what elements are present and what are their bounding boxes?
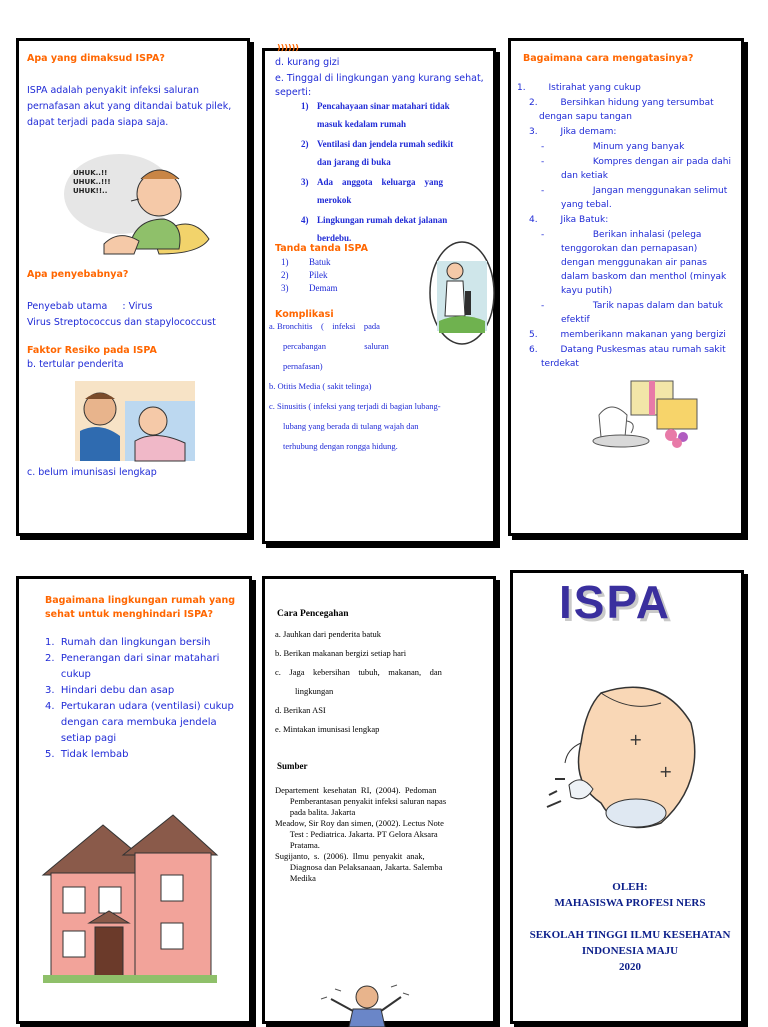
panel-healthy-home — [16, 576, 252, 1024]
svg-text:+: + — [659, 762, 673, 781]
list-item — [301, 177, 501, 215]
heading-how-to-treat: Bagaimana cara mengatasinya? — [523, 53, 694, 64]
cause-line-2: Virus Streptococcus dan stapylococcust — [27, 317, 216, 328]
list-text: Lingkungan rumah dekat jalanan — [317, 215, 448, 225]
home-line: 5. Tidak lembab — [45, 749, 129, 760]
treatment-line: 3. Jika demam: — [529, 127, 617, 137]
treatment-line: 2. Bersihkan hidung yang tersumbat — [529, 98, 714, 108]
treatment-line: efektif — [561, 315, 590, 325]
complication-line: c. Sinusitis ( infeksi yang terjadi di bagian lubang- — [269, 401, 441, 411]
list-text: Ventilasi dan jendela rumah sedikit — [317, 139, 454, 149]
heading-healthy-home-line-1: Bagaimana lingkungan rumah yang — [45, 595, 236, 606]
heading-sources: Sumber — [277, 761, 308, 771]
sign-number-3: 3) — [281, 283, 289, 293]
treatment-line: 5. memberikann makanan yang bergizi — [529, 330, 726, 340]
complication-line: lubang yang berada di tulang wajah dan — [283, 421, 419, 431]
treatment-line: - Tarik napas dalam dan batuk — [541, 301, 724, 311]
sign-text-3: Demam — [309, 283, 338, 293]
source-line: Departement kesehatan RI, (2004). Pedoman — [275, 785, 437, 795]
treatment-line: 1. Istirahat yang cukup — [517, 83, 641, 93]
cause-line-1: Penyebab utama : Virus — [27, 301, 153, 312]
list-text: merokok — [317, 195, 352, 205]
treatment-line: dengan sapu tangan — [539, 112, 632, 122]
svg-text:+: + — [629, 730, 643, 749]
prevention-item: d. Berikan ASI — [275, 705, 326, 715]
treatment-line: - Kompres dengan air pada dahi — [541, 157, 731, 167]
source-line: Meadow, Sir Roy dan simen, (2002). Lectus Note — [275, 818, 444, 828]
risk-factor-b: b. tertular penderita — [27, 359, 124, 370]
sign-text-2: Pilek — [309, 270, 328, 280]
treatment-line: tenggorokan dan pernapasan) — [561, 244, 698, 254]
definition-line-2: pernafasan akut yang ditandai batuk pilek, — [27, 101, 232, 112]
treatment-line: dan ketiak — [561, 171, 608, 181]
prevention-item: b. Berikan makanan bergizi setiap hari — [275, 648, 407, 658]
home-line: 2. Penerangan dari sinar matahari — [45, 653, 220, 664]
list-number: 4) — [301, 215, 309, 225]
risk-factor-e-line-1: e. Tinggal di lingkungan yang kurang sehat, — [275, 73, 484, 84]
home-line: 1. Rumah dan lingkungan bersih — [45, 637, 211, 648]
source-line: Pemberantasan penyakit infeksi saluran napas — [275, 796, 447, 806]
panel-causes-signs-complications — [262, 43, 496, 544]
sneezing-man-illustration — [315, 971, 415, 1027]
heading-what-is-ispa: Apa yang dimaksud ISPA? — [27, 53, 165, 64]
coughing-child-illustration — [59, 149, 219, 259]
author-name: MAHASISWA PROFESI NERS — [554, 897, 706, 909]
decorative-marks: )))))) — [277, 43, 299, 52]
list-number: 2) — [301, 139, 309, 149]
heading-risk-factors: Faktor Resiko pada ISPA — [27, 345, 157, 356]
heading-prevention: Cara Pencegahan — [277, 609, 349, 619]
school-name-line-2: INDONESIA MAJU — [581, 945, 679, 957]
home-line: dengan cara membuka jendela — [45, 717, 217, 728]
heading-cause: Apa penyebabnya? — [27, 269, 129, 280]
treatment-line: dengan menggunakan air panas — [561, 258, 707, 268]
list-number: 1) — [301, 101, 309, 111]
home-line: setiap pagi — [45, 733, 117, 744]
source-line: pada balita. Jakarta — [275, 807, 356, 817]
panel-cover — [510, 570, 744, 1024]
author-label: OLEH: — [612, 881, 648, 893]
source-line: Sugijanto, s. (2006). Ilmu penyakit anak, — [275, 851, 425, 861]
source-line: Medika — [275, 873, 316, 883]
sign-text-1: Batuk — [309, 257, 331, 267]
risk-factor-c: c. belum imunisasi lengkap — [27, 467, 157, 478]
complication-line: pernafasan) — [283, 361, 323, 371]
list-text: Pencahayaan sinar matahari tidak — [317, 101, 450, 111]
heading-signs: Tanda tanda ISPA — [275, 243, 369, 254]
sneezing-child-illustration — [541, 673, 731, 843]
risk-factor-d: d. kurang gizi — [275, 57, 340, 68]
treatment-line: 4. Jika Batuk: — [529, 215, 609, 225]
gift-and-teapot-illustration — [591, 371, 701, 451]
sick-person-in-bed-illustration — [429, 241, 495, 345]
sign-number-1: 1) — [281, 257, 289, 267]
house-illustration — [43, 815, 217, 983]
year: 2020 — [619, 961, 641, 973]
definition-line-1: ISPA adalah penyakit infeksi saluran — [27, 85, 200, 96]
definition-line-3: dapat terjadi pada siapa saja. — [27, 117, 169, 128]
treatment-line: dalam baskom dan menthol (minyak — [561, 272, 727, 282]
list-text: Ada anggota keluarga yang — [317, 177, 444, 187]
complication-line: a. Bronchitis ( infeksi pada — [269, 321, 380, 331]
panel-how-to-treat — [508, 38, 744, 536]
list-item — [301, 101, 501, 139]
complication-line: percabangan saluran — [283, 341, 389, 351]
sign-number-2: 2) — [281, 270, 289, 280]
home-line: 4. Pertukaran udara (ventilasi) cukup — [45, 701, 234, 712]
list-text: berdebu. — [317, 233, 352, 243]
heading-healthy-home-line-2: sehat untuk menghindari ISPA? — [45, 609, 214, 620]
prevention-item: c. Jaga kebersihan tubuh, makanan, dan — [275, 667, 442, 677]
treatment-line: kayu putih) — [561, 286, 613, 296]
cough-sound-3: UHUK!!.. — [73, 187, 108, 195]
list-number: 3) — [301, 177, 309, 187]
complication-line: terhubung dengan rongga hidung. — [283, 441, 398, 451]
list-text: dan jarang di buka — [317, 157, 391, 167]
environment-list — [301, 101, 501, 253]
treatment-line: 6. Datang Puskesmas atau rumah sakit — [529, 345, 726, 355]
sick-child-with-parent-illustration — [75, 381, 195, 461]
complication-line: b. Otitis Media ( sakit telinga) — [269, 381, 372, 391]
source-line: Diagnosa dan Pelaksanaan, Jakarta. Salemba — [275, 862, 443, 872]
cough-sound-1: UHUK..!! — [73, 169, 108, 177]
treatment-line: - Berikan inhalasi (pelega — [541, 230, 702, 240]
prevention-item: a. Jauhkan dari penderita batuk — [275, 629, 381, 639]
treatment-line: yang tebal. — [561, 200, 612, 210]
panel-prevention-sources — [262, 576, 496, 1024]
cough-sound-2: UHUK..!!! — [73, 178, 111, 186]
risk-factor-e-line-2: seperti: — [275, 87, 312, 98]
treatment-line: - Jangan menggunakan selimut — [541, 186, 728, 196]
treatment-line: - Minum yang banyak — [541, 142, 685, 152]
home-line: 3. Hindari debu dan asap — [45, 685, 175, 696]
heading-complications: Komplikasi — [275, 309, 334, 320]
source-line: Pratama. — [275, 840, 320, 850]
list-item — [301, 139, 501, 177]
prevention-item: e. Mintakan imunisasi lengkap — [275, 724, 380, 734]
treatment-line: terdekat — [541, 359, 579, 369]
cover-logo-ispa: ISPA — [559, 576, 671, 628]
list-text: masuk kedalam rumah — [317, 119, 407, 129]
panel-what-is-ispa — [16, 38, 250, 536]
home-line: cukup — [45, 669, 91, 680]
source-line: Test : Pediatrica. Jakarta. PT Gelora Aksara — [275, 829, 438, 839]
prevention-item: lingkungan — [295, 686, 334, 696]
school-name-line-1: SEKOLAH TINGGI ILMU KESEHATAN — [529, 929, 731, 941]
